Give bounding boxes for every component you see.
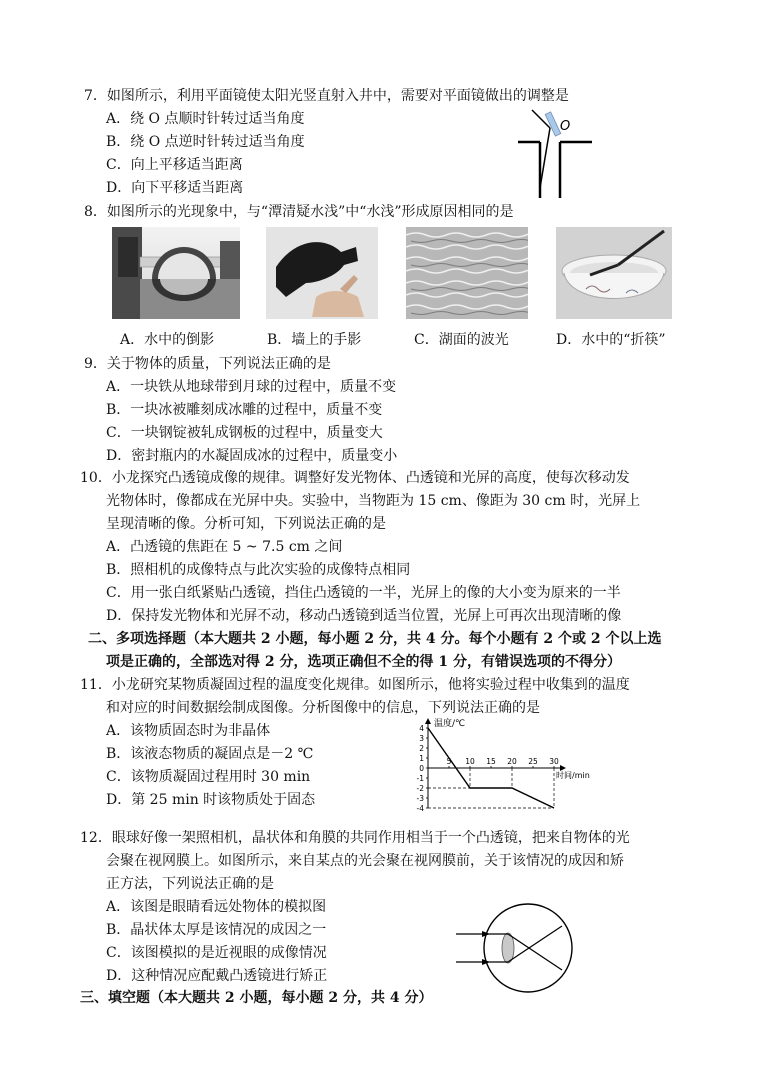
q11-temperature-chart xyxy=(410,712,630,812)
y-tick-label: -3 xyxy=(416,794,424,803)
q12-stem-line2: 会聚在视网膜上。如图所示，来自某点的光会聚在视网膜前，关于该情况的成因和矫 xyxy=(106,853,624,869)
y-tick-label: 4 xyxy=(419,724,424,733)
x-axis-label: 时间/min xyxy=(556,771,590,780)
q7-option-c: C．向上平移适当距离 xyxy=(106,157,243,173)
q8-caption-a: A．水中的倒影 xyxy=(120,332,215,348)
q12-stem-line1: 12．眼球好像一架照相机，晶状体和角膜的共同作用相当于一个凸透镜，把来自物体的光 xyxy=(80,830,630,846)
q8-caption-c: C．湖面的波光 xyxy=(414,332,509,348)
q8-stem: 8．如图所示的光现象中，与“潭清疑水浅”中“水浅”形成原因相同的是 xyxy=(84,204,514,220)
q10-option-c: C．用一张白纸紧贴凸透镜，挡住凸透镜的一半，光屏上的像的大小变为原来的一半 xyxy=(106,585,621,601)
q8-photo-lake-ripples xyxy=(406,227,528,319)
q12-stem-line3: 正方法，下列说法正确的是 xyxy=(106,876,274,892)
q11-option-d: D．第 25 min 时该物质处于固态 xyxy=(106,792,316,808)
q11-stem-line2: 和对应的时间数据绘制成图像。分析图像中的信息，下列说法正确的是 xyxy=(106,700,540,716)
x-tick-label: 15 xyxy=(486,757,496,766)
q10-stem-line3: 呈现清晰的像。分析可知，下列说法正确的是 xyxy=(106,516,386,532)
q9-option-c: C．一块钢锭被轧成钢板的过程中，质量变大 xyxy=(106,425,383,441)
q12-option-d: D．这种情况应配戴凸透镜进行矫正 xyxy=(106,968,328,984)
q7-point-o-label: O xyxy=(560,119,571,134)
q12-option-a: A．该图是眼睛看远处物体的模拟图 xyxy=(106,899,327,915)
q8-photo-hand-shadow xyxy=(266,227,378,319)
q8-photo-bridge-reflection xyxy=(112,227,240,319)
x-tick-label: 25 xyxy=(528,757,538,766)
y-tick-label: 0 xyxy=(419,764,424,773)
x-tick-label: 10 xyxy=(465,757,475,766)
q9-option-d: D．密封瓶内的水凝固成冰的过程中，质量变小 xyxy=(106,448,398,464)
y-tick-label: -4 xyxy=(416,804,424,812)
q10-option-d: D．保持发光物体和光屏不动，移动凸透镜到适当位置，光屏上可再次出现清晰的像 xyxy=(106,608,622,624)
q9-option-a: A．一块铁从地球带到月球的过程中，质量不变 xyxy=(106,379,397,395)
section-2-heading-line1: 二、多项选择题（本大题共 2 小题，每小题 2 分，共 4 分。每个小题有 2 个或 2 个以上选 xyxy=(88,631,662,647)
q9-stem: 9．关于物体的质量，下列说法正确的是 xyxy=(84,356,331,372)
q11-stem-line1: 11．小龙研究某物质凝固过程的温度变化规律。如图所示，他将实验过程中收集到的温度 xyxy=(80,677,630,693)
q7-option-d: D．向下平移适当距离 xyxy=(106,180,244,196)
section-2-heading-line2: 项是正确的，全部选对得 2 分，选项正确但不全的得 1 分，有错误选项的不得分） xyxy=(106,654,621,670)
y-axis-label: 温度/℃ xyxy=(434,719,466,729)
y-tick-label: -2 xyxy=(416,784,424,793)
q10-stem-line1: 10．小龙探究凸透镜成像的规律。调整好发光物体、凸透镜和光屏的高度，使每次移动发 xyxy=(80,470,630,486)
q10-option-b: B．照相机的成像特点与此次实验的成像特点相同 xyxy=(106,562,411,578)
y-tick-label: 1 xyxy=(419,754,424,763)
q8-caption-d: D．水中的“折筷” xyxy=(556,332,666,348)
y-tick-label: 2 xyxy=(419,744,424,753)
q11-option-b: B．该液态物质的凝固点是－2 ℃ xyxy=(106,746,314,762)
x-tick-label: 5 xyxy=(446,757,452,766)
q8-caption-b: B．墙上的手影 xyxy=(267,332,362,348)
q11-option-a: A．该物质固态时为非晶体 xyxy=(106,723,271,739)
q10-option-a: A．凸透镜的焦距在 5 ~ 7.5 cm 之间 xyxy=(106,539,343,555)
q11-option-c: C．该物质凝固过程用时 30 min xyxy=(106,769,311,785)
x-tick-label: 20 xyxy=(507,757,517,766)
y-tick-label: -1 xyxy=(416,774,424,783)
section-3-heading: 三、填空题（本大题共 2 小题，每小题 2 分，共 4 分） xyxy=(80,990,433,1006)
q7-stem: 7．如图所示，利用平面镜使太阳光竖直射入井中，需要对平面镜做出的调整是 xyxy=(84,88,569,104)
q8-photo-bent-chopstick xyxy=(556,227,672,319)
q9-option-b: B．一块冰被雕刻成冰雕的过程中，质量不变 xyxy=(106,402,383,418)
q7-option-b: B．绕 O 点逆时针转过适当角度 xyxy=(106,134,305,150)
q7-well-mirror-figure xyxy=(510,104,600,200)
y-axis-arrow xyxy=(425,718,431,724)
q10-stem-line2: 光物体时，像都成在光屏中央。实验中，当物距为 15 cm、像距为 30 cm 时，光屏上 xyxy=(106,493,641,509)
q7-option-a: A．绕 O 点顺时针转过适当角度 xyxy=(106,111,305,127)
y-tick-label: 3 xyxy=(419,734,424,743)
q12-eye-diagram xyxy=(452,900,578,996)
q12-option-b: B．晶状体太厚是该情况的成因之一 xyxy=(106,922,327,938)
x-tick-label: 30 xyxy=(549,757,559,766)
q12-option-c: C．该图模拟的是近视眼的成像情况 xyxy=(106,945,327,961)
